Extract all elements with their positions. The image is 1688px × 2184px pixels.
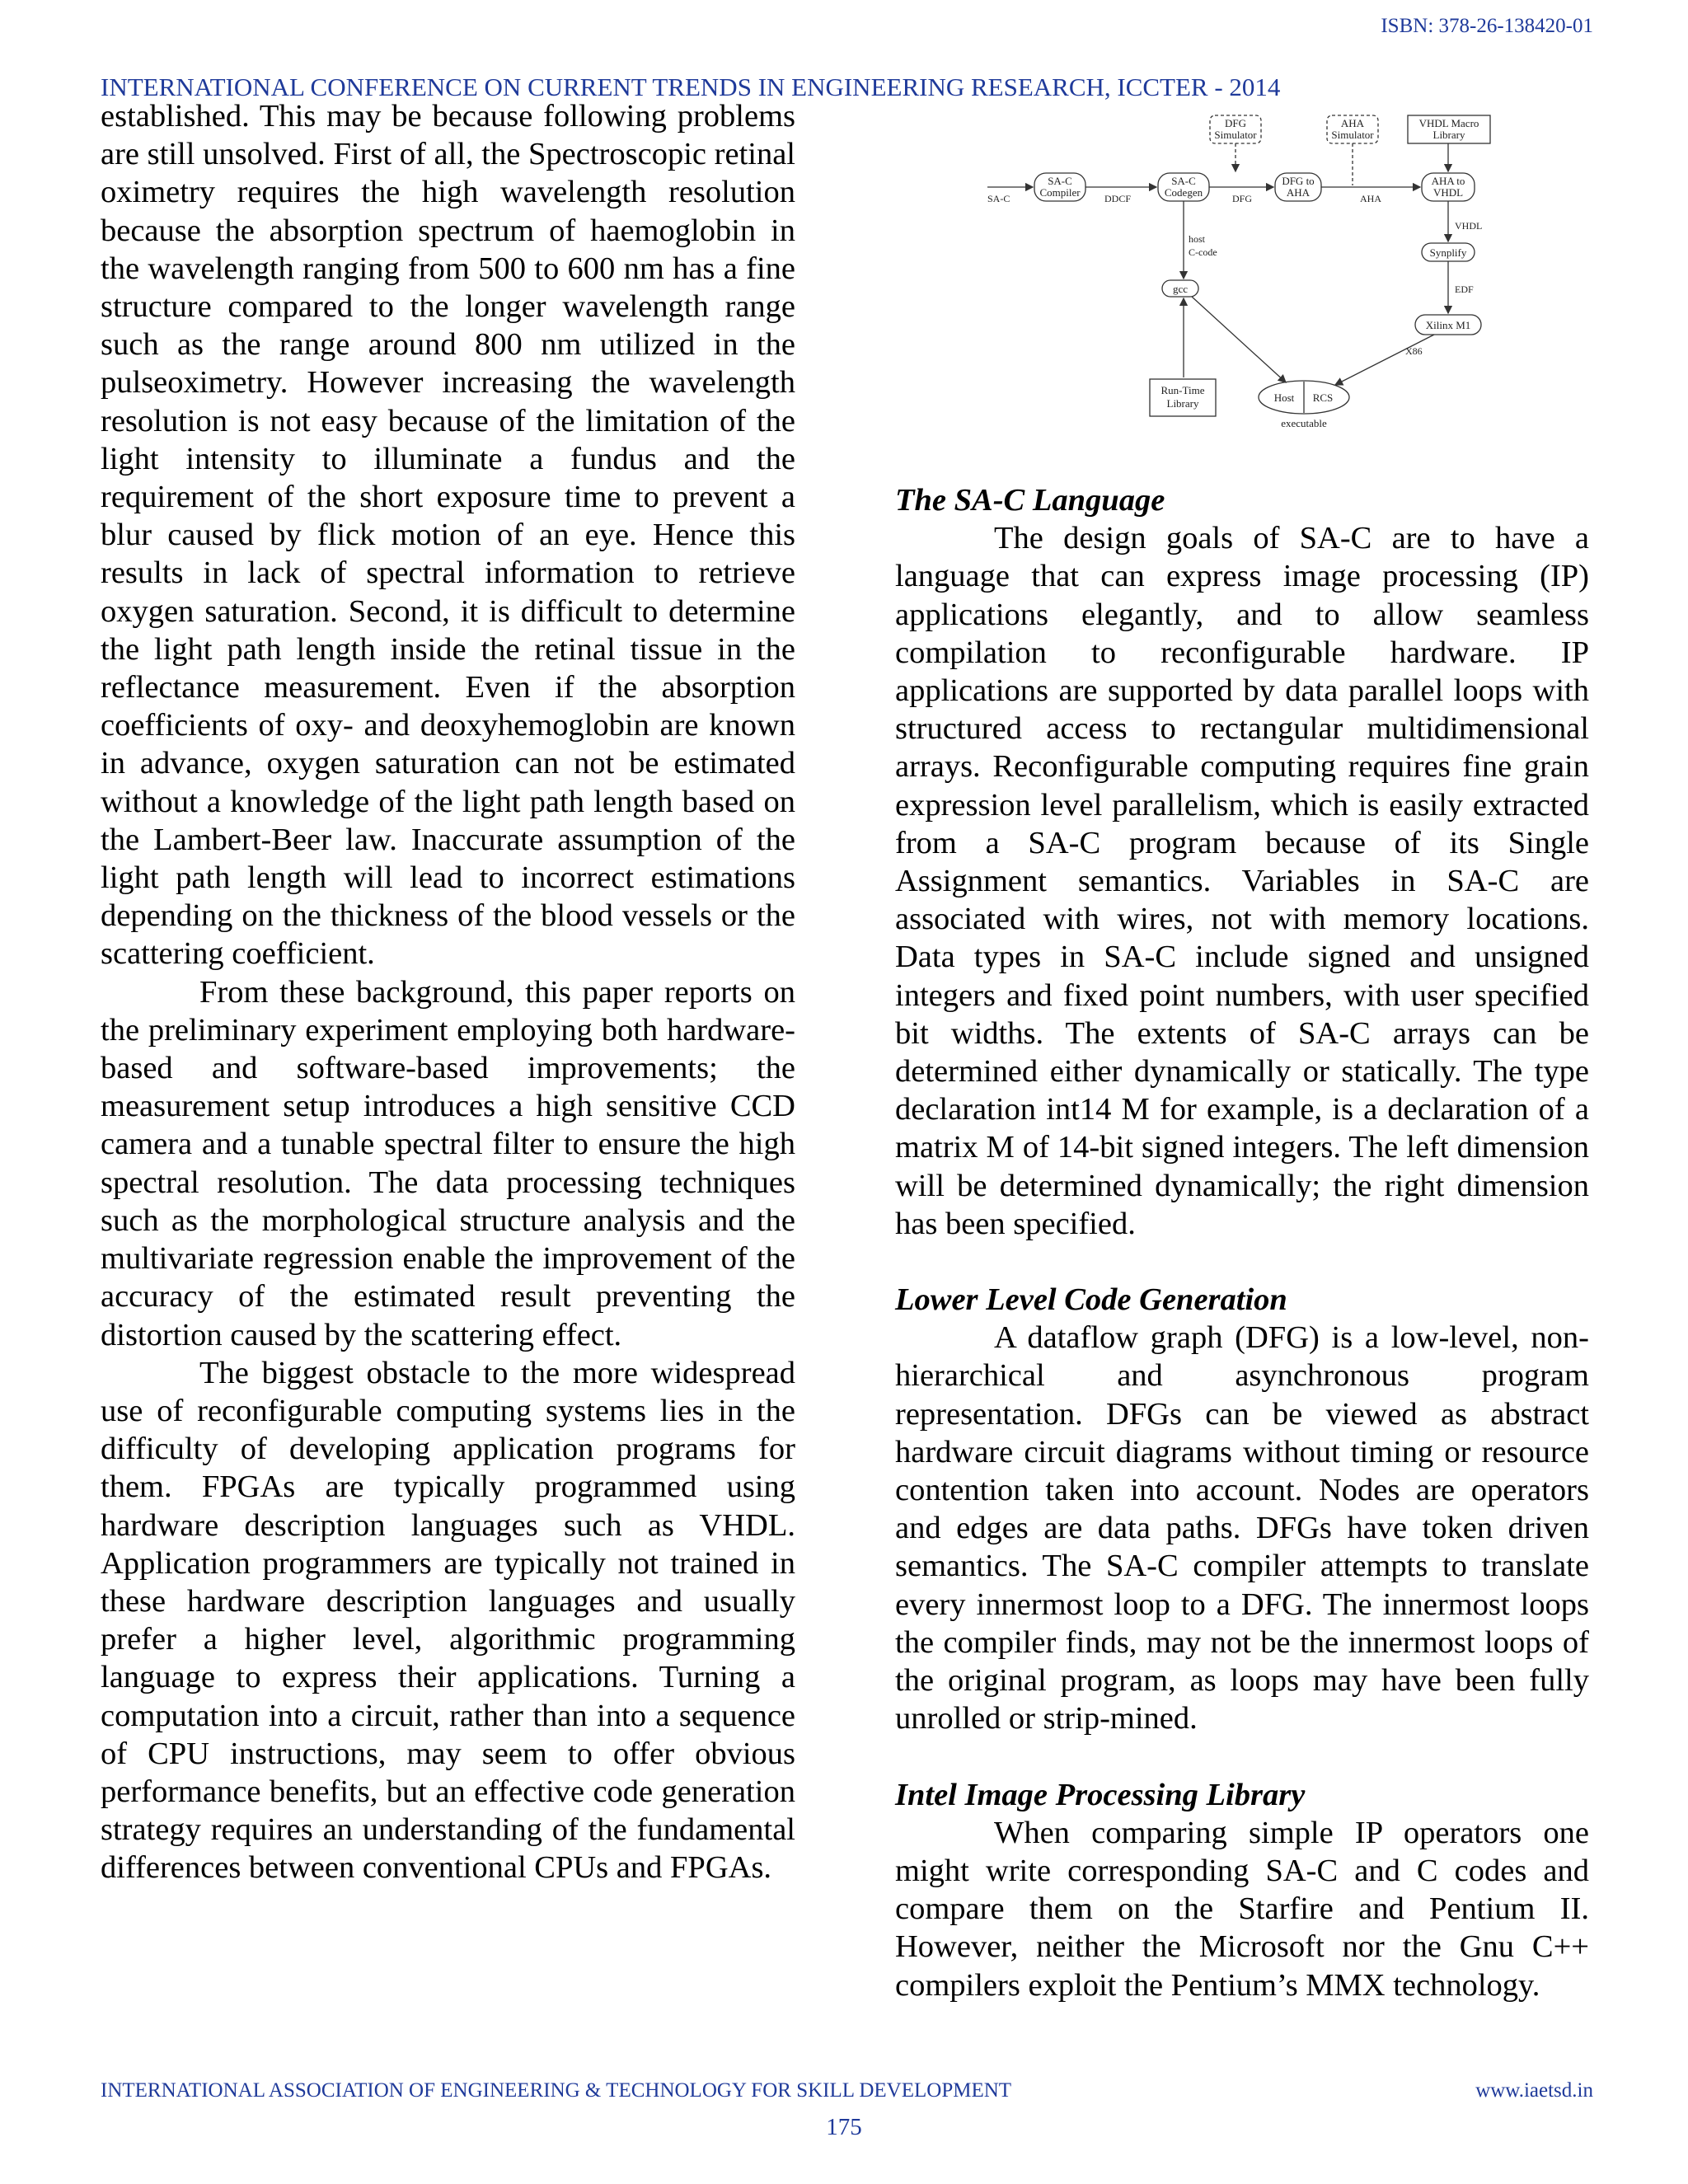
body-paragraph: When comparing simple IP operators one might write corresponding SA-C and C codes and compare them on the Starfire and Pentium II. However, neither the Microsoft nor the Gnu C++ compilers exploit the Pentium’s MMX technology. <box>895 1815 1589 2003</box>
body-paragraph: A dataflow graph (DFG) is a low-level, non-hierarchical and asynchronous program representation. DFGs can be viewed as abstract hardware circuit diagrams without timing or resource contention taken into account. Nodes are operators and edges are data paths. DFGs have token driven semantics. The SA-C compiler attempts to translate every innermost loop to a DFG. The innermost loops the compiler finds, may not be the innermost loops of the original program, as loops may have been fully unrolled or strip-mined. <box>895 1320 1589 1736</box>
compiler-label: Compiler <box>1039 186 1081 199</box>
paragraph-gap <box>895 1243 1589 1281</box>
body-paragraph: From these background, this paper reports on the preliminary experiment employing both hardware-based and software-based improvements; the measurement setup introduces a high sensitive CCD camera and a tunable spectral filter to ensure the high spectral resolution. The data processing techniques such as the morphological structure analysis and the multivariate regression enable the improvement of the accuracy of the estimated result preventing the distortion caused by the scattering effect. <box>101 974 795 1352</box>
x86-edge-label: X86 <box>1405 345 1423 357</box>
page-number: 175 <box>826 2114 862 2140</box>
dfg-simulator-label: DFG <box>1224 117 1247 129</box>
aha-to-vhdl-label: AHA to <box>1431 175 1465 187</box>
codegen-label: SA-C <box>1171 175 1196 187</box>
footer-website[interactable]: www.iaetsd.in <box>1475 2079 1593 2102</box>
xilinx-label: Xilinx M1 <box>1425 319 1471 331</box>
dfg-edge-label: DFG <box>1232 193 1253 204</box>
dfg-to-aha-label: AHA <box>1286 186 1311 199</box>
aha-simulator-label: AHA <box>1340 117 1365 129</box>
executable-label: executable <box>1281 417 1327 429</box>
rcs-label: RCS <box>1312 391 1334 404</box>
section-heading: The SA-C Language <box>895 483 1165 518</box>
section-heading: Lower Level Code Generation <box>895 1282 1287 1318</box>
edf-edge-label: EDF <box>1455 284 1474 295</box>
isbn-label: ISBN: 378-26-138420-01 <box>1381 15 1593 37</box>
runtime-label: Run-Time <box>1160 384 1205 396</box>
vhdl-edge-label: VHDL <box>1455 220 1483 232</box>
dfg-simulator-label: Simulator <box>1214 129 1257 141</box>
compiler-flow-diagram <box>973 107 1550 437</box>
gcc-label: gcc <box>1172 283 1189 295</box>
footer-association: INTERNATIONAL ASSOCIATION OF ENGINEERING & TECHNOLOGY FOR SKILL DEVELOPMENT <box>101 2079 1012 2102</box>
body-paragraph: established. This may be because following problems are still unsolved. First of all, the Spectroscopic retinal oximetry requires the high wavelength resolution because the absorption spectrum of haemoglobin in the wavelength ranging from 500 to 600 nm has a fine structure compared to the longer wavelength range such as the range around 800 nm utilized in the pulseoximetry. However increasing the wavelength resolution is not easy because of the limitation of the light intensity to illuminate a fundus and the requirement of the short exposure time to prevent a blur caused by flick motion of an eye. Hence this results in lack of spectral information to retrieve oxygen saturation. Second, it is difficult to determine the light path length inside the retinal tissue in the reflectance measurement. Even if the absorption coefficients of oxy- and deoxyhemoglobin are known in advance, oxygen saturation can not be estimated without a knowledge of the light path length based on the Lambert-Beer law. Inaccurate assumption of the light path length will lead to incorrect estimations depending on the thickness of the blood vessels or the scattering coefficient. <box>101 99 795 972</box>
host-label: Host <box>1273 391 1295 404</box>
aha-to-vhdl-label: VHDL <box>1432 186 1464 199</box>
compiler-label: SA-C <box>1048 175 1072 187</box>
vhdl-macro-label: Library <box>1432 129 1465 141</box>
aha-edge-label: AHA <box>1360 193 1381 204</box>
right-column <box>895 481 1589 2004</box>
dfg-to-aha-label: DFG to <box>1282 175 1315 187</box>
sac-input-label: SA-C <box>987 193 1010 204</box>
host-code-label: C-code <box>1189 246 1217 258</box>
vhdl-macro-label: VHDL Macro <box>1418 117 1479 129</box>
section-heading: Intel Image Processing Library <box>895 1777 1306 1812</box>
paragraph-gap <box>895 1738 1589 1776</box>
runtime-label: Library <box>1166 397 1199 410</box>
codegen-label: Codegen <box>1164 186 1203 199</box>
left-column <box>101 97 795 1887</box>
body-paragraph: The design goals of SA-C are to have a language that can express image processing (IP) applications elegantly, and to allow seamless compilation to reconfigurable hardware. IP applications are supported by data parallel loops with structured access to rectangular multidimensional arrays. Reconfigurable computing requires fine grain expression level parallelism, which is easily extracted from a SA-C program because of its Single Assignment semantics. Variables in SA-C are associated with wires, not with memory locations. Data types in SA-C include signed and unsigned integers and fixed point numbers, with user specified bit widths. The extents of SA-C arrays can be determined either dynamically or statically. The type declaration int14 M for example, is a declaration of a matrix M of 14-bit signed integers. The left dimension will be determined dynamically; the right dimension has been specified. <box>895 521 1589 1241</box>
body-paragraph: The biggest obstacle to the more widespread use of reconfigurable computing systems lies in the difficulty of developing application programs for them. FPGAs are typically programmed using hardware description languages such as VHDL. Application programmers are typically not trained in these hardware description languages and usually prefer a higher level, algorithmic programming language to express their applications. Turning a computation into a circuit, rather than into a sequence of CPU instructions, may seem to offer obvious performance benefits, but an effective code generation strategy requires an understanding of the fundamental differences between conventional CPUs and FPGAs. <box>101 1355 795 1886</box>
ddcf-edge-label: DDCF <box>1104 193 1132 204</box>
synplify-label: Synplify <box>1429 246 1467 259</box>
host-code-label: host <box>1189 233 1206 245</box>
aha-simulator-label: Simulator <box>1331 129 1374 141</box>
conference-header: INTERNATIONAL CONFERENCE ON CURRENT TRENDS IN ENGINEERING RESEARCH, ICCTER - 2014 <box>101 73 1281 101</box>
